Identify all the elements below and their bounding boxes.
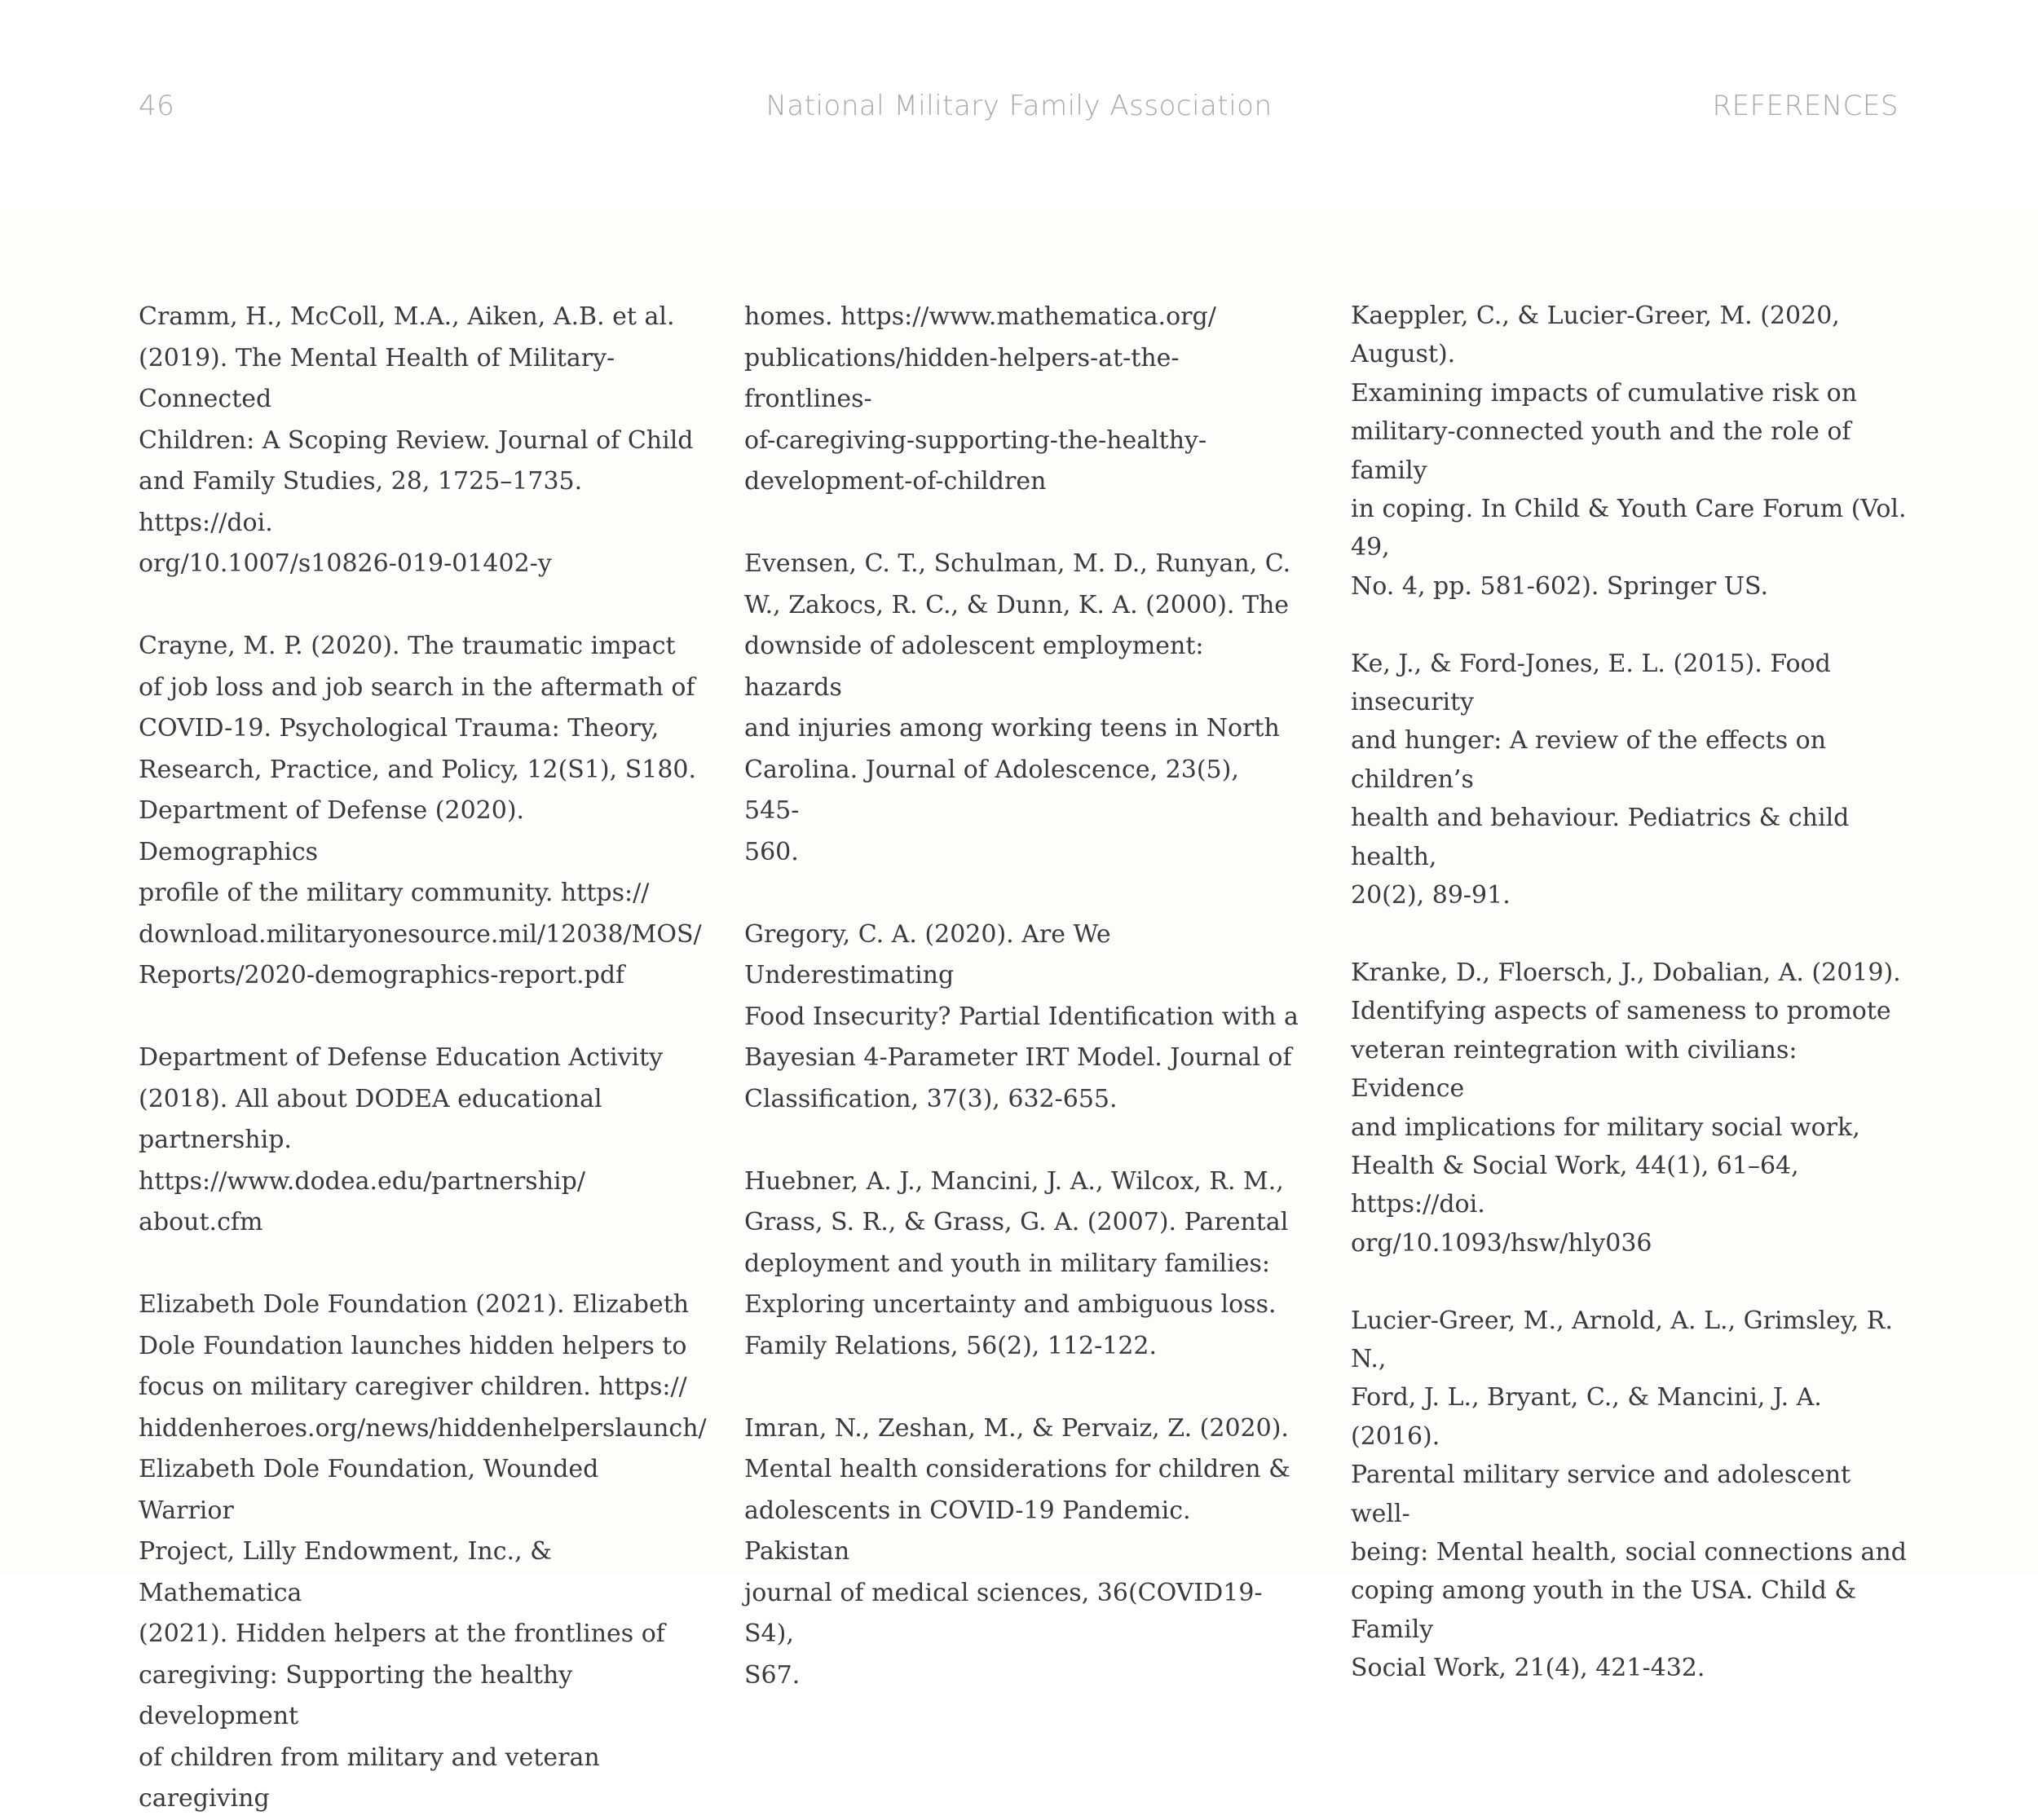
section-title: REFERENCES <box>1712 90 1899 122</box>
page-number: 46 <box>139 90 175 122</box>
organization-name: National Military Family Association <box>765 90 1273 122</box>
reference-entry: Ke, J., & Ford-Jones, E. L. (2015). Food insecurity and hunger: A review of the effects on children’s health and behaviour. Pediatrics & child health, 20(2), 89-91. <box>1351 649 1850 910</box>
page-header <box>0 0 2038 209</box>
references-column-2 <box>744 297 1299 1696</box>
reference-entry: Crayne, M. P. (2020). The traumatic impact of job loss and job search in the aftermath of COVID-19. Psychological Trauma: Theory, Research, Practice, and Policy, 12(S1), S180. Department of Defense (2020). Demographics profile of the military community. https:// download.militaryonesource.mil/12038/MOS/ Reports/2020-demographics-report.pdf <box>139 632 702 989</box>
reference-entry: homes. https://www.mathematica.org/ publications/hidden-helpers-at-the-frontlines- of-caregiving-supporting-the-healthy- development-of-children <box>744 302 1216 496</box>
reference-entry: Huebner, A. J., Mancini, J. A., Wilcox, R. M., Grass, S. R., & Grass, G. A. (2007). Parental deployment and youth in military families: Exploring uncertainty and ambiguous loss. Family Relations, 56(2), 112-122. <box>744 1166 1289 1360</box>
reference-entry: Gregory, C. A. (2020). Are We Underestimating Food Insecurity? Partial Identification with a Bayesian 4-Parameter IRT Model. Journal of Classification, 37(3), 632-655. <box>744 919 1299 1113</box>
reference-entry: Lucier-Greer, M., Arnold, A. L., Grimsley, R. N., Ford, J. L., Bryant, C., & Mancini, J. A. (2016). Parental military service and adolescent well- being: Mental health, social connections and coping among youth in the USA. Child & Family Social Work, 21(4), 421-432. <box>1351 1306 1907 1683</box>
references-body <box>0 209 2038 1813</box>
reference-entry: Department of Defense Education Activity (2018). All about DODEA educational partnership. https://www.dodea.edu/partnership/ about.cfm <box>139 1043 664 1236</box>
references-column-1 <box>139 297 707 1820</box>
reference-entry: Kranke, D., Floersch, J., Dobalian, A. (2019). Identifying aspects of sameness to promote veteran reintegration with civilians: Evidence and implications for military social work, Health & Social Work, 44(1), 61–64, https://doi. org/10.1093/hsw/hly036 <box>1351 958 1901 1258</box>
reference-entry: Evensen, C. T., Schulman, M. D., Runyan, C. W., Zakocs, R. C., & Dunn, K. A. (2000). The downside of adolescent employment: hazards and injuries among working teens in North Carolina. Journal of Adolescence, 23(5), 545- 560. <box>744 549 1291 866</box>
reference-entry: Kaeppler, C., & Lucier-Greer, M. (2020, August). Examining impacts of cumulative risk on military-connected youth and the role of family in coping. In Child & Youth Care Forum (Vol. 49, No. 4, pp. 581-602). Springer US. <box>1351 302 1907 601</box>
reference-entry: Cramm, H., McColl, M.A., Aiken, A.B. et al. (2019). The Mental Health of Military-Connected Children: A Scoping Review. Journal of Child and Family Studies, 28, 1725–1735. https://doi. org/10.1007/s10826-019-01402-y <box>139 302 694 578</box>
reference-entry: Imran, N., Zeshan, M., & Pervaiz, Z. (2020). Mental health considerations for children & adolescents in COVID-19 Pandemic. Pakistan journal of medical sciences, 36(COVID19-S4), S67. <box>744 1413 1290 1690</box>
references-column-3 <box>1351 297 1913 1688</box>
reference-entry: Elizabeth Dole Foundation (2021). Elizabeth Dole Foundation launches hidden helpers to focus on military caregiver children. https:// hiddenheroes.org/news/hiddenhelperslaunch/ Elizabeth Dole Foundation, Wounded Warrior Project, Lilly Endowment, Inc., & Mathematica (2021). Hidden helpers at the frontlines of caregiving: Supporting the healthy development of children from military and veteran caregiving <box>139 1290 707 1813</box>
